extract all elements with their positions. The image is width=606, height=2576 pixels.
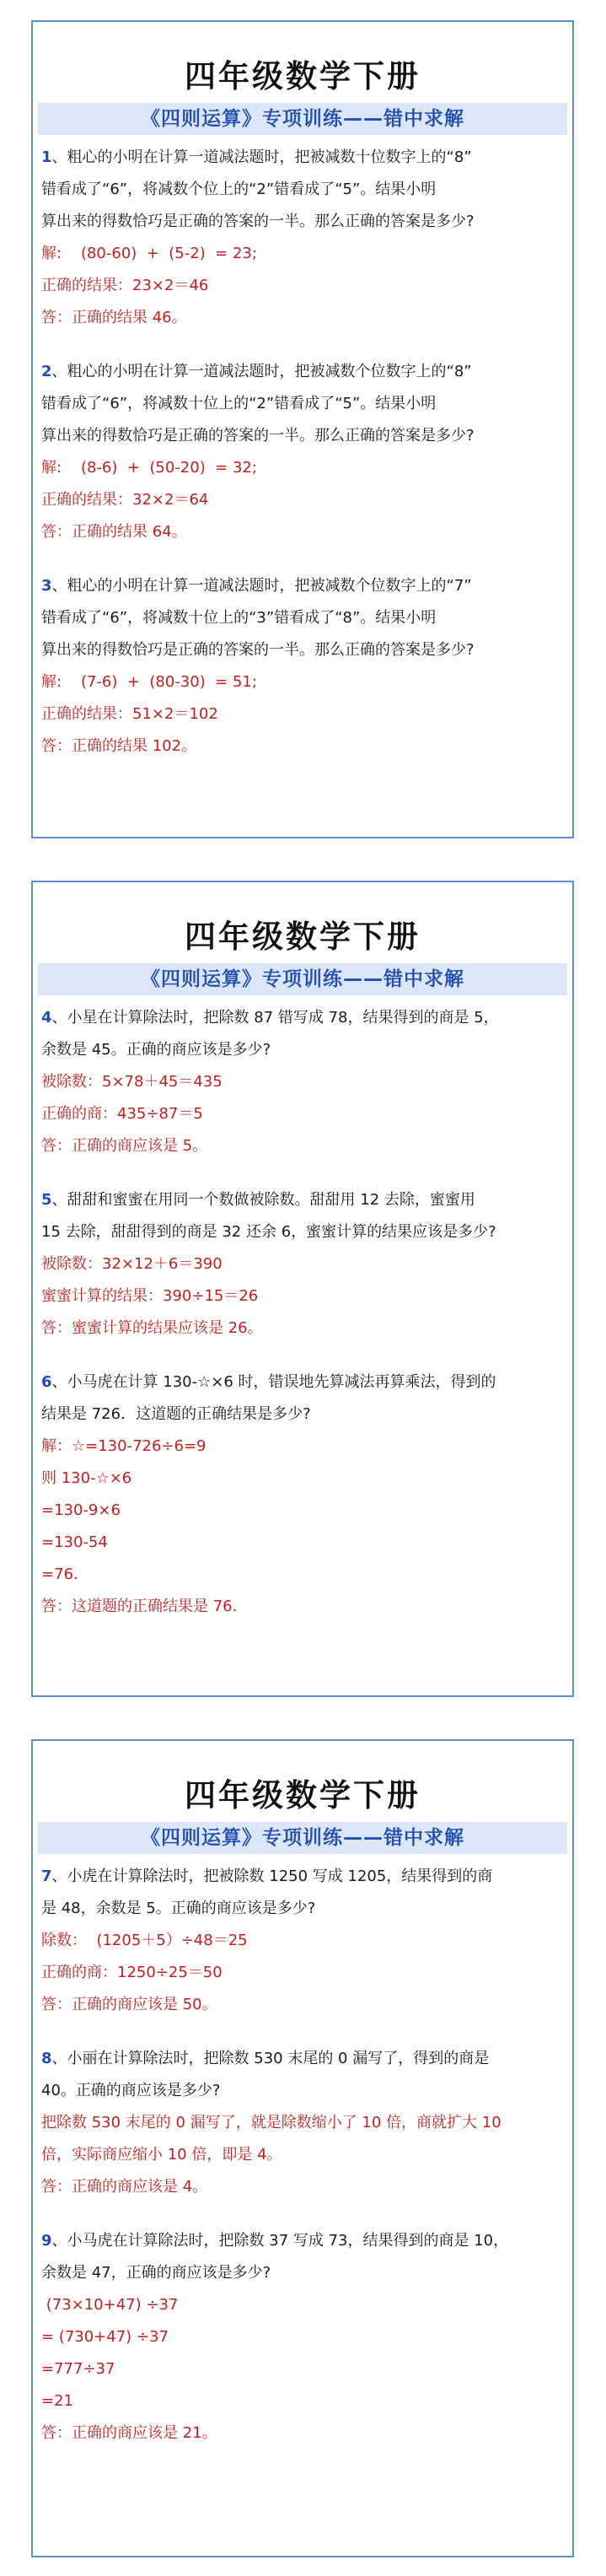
answer-line: =130-9×6 xyxy=(41,1501,121,1519)
worksheet-subtitle: 《四则运算》专项训练——错中求解 xyxy=(38,103,567,135)
worksheet-subtitle: 《四则运算》专项训练——错中求解 xyxy=(38,963,567,995)
answer-line: 答：这道题的正确结果是 76． xyxy=(41,1598,248,1615)
problem-number: 6 xyxy=(41,1373,52,1391)
problem-number: 2 xyxy=(41,363,52,380)
answer-line: 除数： (1205＋5）÷48＝25 xyxy=(41,1932,248,1949)
question-line: 、粗心的小明在计算一道减法题时，把被减数个位数字上的“8” xyxy=(51,363,472,380)
answer-line: 答：蜜蜜计算的结果应该是 26。 xyxy=(41,1319,263,1337)
answer-line: 正确的商：435÷87＝5 xyxy=(41,1105,203,1123)
problem-5 xyxy=(41,1184,566,1345)
question-line: 、小虎在计算除法时，把被除数 1250 写成 1205，结果得到的商 xyxy=(51,1867,493,1885)
answer-line: 被除数：5×78＋45＝435 xyxy=(41,1073,223,1091)
problem-8 xyxy=(41,2043,566,2203)
question-line: 余数是 47，正确的商应该是多少? xyxy=(41,2264,271,2282)
question-line: 、小丽在计算除法时，把除数 530 末尾的 0 漏写了，得到的商是 xyxy=(51,2050,490,2067)
problem-9 xyxy=(41,2225,566,2449)
question-line: 算出来的得数恰巧是正确的答案的一半。那么正确的答案是多少? xyxy=(41,427,475,445)
worksheet-card-1 xyxy=(31,20,574,838)
question-line: 是 48，余数是 5。正确的商应该是多少? xyxy=(41,1900,316,1917)
question-line: 、粗心的小明在计算一道减法题时，把被减数十位数字上的“8” xyxy=(51,148,472,166)
answer-line: 解: (8-6) + (50-20) = 32; xyxy=(41,459,257,477)
problem-number: 1 xyxy=(41,148,52,166)
worksheet-subtitle: 《四则运算》专项训练——错中求解 xyxy=(38,1822,567,1854)
answer-line: =130-54 xyxy=(41,1533,108,1551)
worksheet-title: 四年级数学下册 xyxy=(185,57,421,94)
problem-4 xyxy=(41,1002,566,1162)
worksheet-card-3 xyxy=(31,1739,574,2557)
answer-line: =76． xyxy=(41,1566,88,1583)
answer-line: 则 130-☆×6 xyxy=(41,1469,132,1487)
problem-6 xyxy=(41,1366,566,1623)
question-line: 错看成了“6”，将减数个位上的“2”错看成了“5”。结果小明 xyxy=(41,181,437,198)
answer-line: 把除数 530 末尾的 0 漏写了，就是除数缩小了 10 倍，商就扩大 10 xyxy=(41,2114,501,2131)
question-line: 、小马虎在计算 130-☆×6 时，错误地先算减法再算乘法，得到的 xyxy=(51,1373,496,1391)
answer-line: 被除数：32×12＋6＝390 xyxy=(41,1255,223,1273)
problem-number: 8 xyxy=(41,2050,52,2067)
question-line: 、小星在计算除法时，把除数 87 错写成 78，结果得到的商是 5， xyxy=(51,1009,499,1027)
worksheet-title: 四年级数学下册 xyxy=(185,918,421,955)
question-line: 、小马虎在计算除法时，把除数 37 写成 73，结果得到的商是 10， xyxy=(51,2232,509,2250)
answer-line: = (730+47) ÷37 xyxy=(41,2328,169,2346)
question-line: 40。正确的商应该是多少? xyxy=(41,2082,221,2099)
problem-7 xyxy=(41,1861,566,2021)
problem-1 xyxy=(41,142,566,334)
answer-line: 答：正确的商应该是 21。 xyxy=(41,2424,217,2442)
answer-line: =21 xyxy=(41,2392,73,2410)
question-line: 15 去除，甜甜得到的商是 32 还余 6，蜜蜜计算的结果应该是多少? xyxy=(41,1223,496,1241)
answer-line: 正确的结果：51×2＝102 xyxy=(41,705,218,723)
answer-line: 正确的商：1250÷25＝50 xyxy=(41,1964,223,1981)
card-content xyxy=(33,135,572,763)
answer-line: 解: (80-60) + (5-2) = 23; xyxy=(41,245,257,262)
problem-3 xyxy=(41,570,566,763)
answer-line: 蜜蜜计算的结果：390÷15＝26 xyxy=(41,1287,259,1305)
answer-line: 答：正确的商应该是 50。 xyxy=(41,1996,217,2013)
worksheet-card-2 xyxy=(31,881,574,1697)
problem-2 xyxy=(41,356,566,548)
answer-line: 答：正确的结果 64。 xyxy=(41,523,187,541)
problem-number: 3 xyxy=(41,577,52,595)
problem-number: 5 xyxy=(41,1191,52,1209)
answer-line: 答：正确的商应该是 4。 xyxy=(41,2178,208,2196)
worksheet-title: 四年级数学下册 xyxy=(185,1776,421,1813)
answer-line: 正确的结果：32×2＝64 xyxy=(41,491,209,509)
answer-line: 答：正确的结果 46。 xyxy=(41,309,187,326)
answer-line: 倍，实际商应缩小 10 倍，即是 4。 xyxy=(41,2146,282,2164)
answer-line: 解：☆=130-726÷6=9 xyxy=(41,1437,206,1455)
answer-line: 正确的结果：23×2＝46 xyxy=(41,277,209,294)
question-line: 错看成了“6”，将减数十位上的“2”错看成了“5”。结果小明 xyxy=(41,395,437,412)
problem-number: 9 xyxy=(41,2232,52,2250)
answer-line: 答：正确的结果 102。 xyxy=(41,737,197,755)
question-line: 、粗心的小明在计算一道减法题时，把被减数个位数字上的“7” xyxy=(51,577,472,595)
answer-line: =777÷37 xyxy=(41,2360,115,2378)
problem-number: 4 xyxy=(41,1009,52,1027)
question-line: 结果是 726．这道题的正确结果是多少? xyxy=(41,1405,311,1423)
answer-line: 解: (7-6) + (80-30) = 51; xyxy=(41,673,257,691)
answer-line: 答：正确的商应该是 5。 xyxy=(41,1137,208,1155)
problem-number: 7 xyxy=(41,1867,52,1885)
card-content xyxy=(33,1854,572,2449)
question-line: 算出来的得数恰巧是正确的答案的一半。那么正确的答案是多少? xyxy=(41,641,475,659)
question-line: 余数是 45。正确的商应该是多少? xyxy=(41,1041,271,1059)
card-content xyxy=(33,995,572,1623)
question-line: 错看成了“6”，将减数十位上的“3”错看成了“8”。结果小明 xyxy=(41,609,437,627)
answer-line: (73×10+47) ÷37 xyxy=(41,2296,179,2314)
question-line: 算出来的得数恰巧是正确的答案的一半。那么正确的答案是多少? xyxy=(41,213,475,230)
question-line: 、甜甜和蜜蜜在用同一个数做被除数。甜甜用 12 去除，蜜蜜用 xyxy=(51,1191,475,1209)
